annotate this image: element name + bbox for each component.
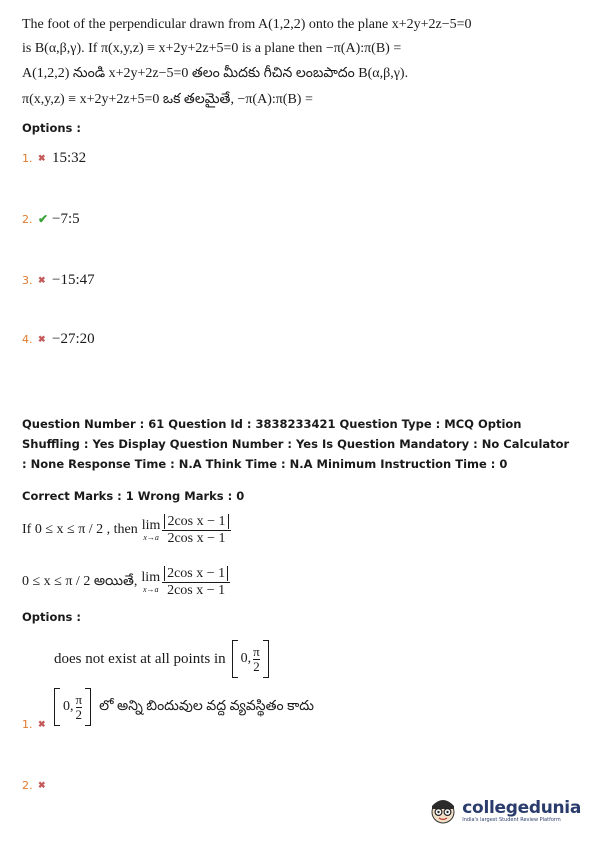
option-text: −27:20	[52, 331, 95, 347]
option-number: 1.	[22, 152, 33, 165]
interval-right	[76, 693, 83, 722]
question-61-text	[22, 510, 231, 550]
interval-num: π	[75, 691, 83, 707]
limit-subscript: x→a	[143, 532, 159, 542]
option-3[interactable]	[22, 272, 95, 289]
option-number: 1.	[22, 718, 33, 731]
limit-word: lim	[141, 569, 161, 585]
marks-info: Correct Marks : 1 Wrong Marks : 0	[22, 489, 245, 503]
interval	[54, 688, 91, 726]
option-number: 4.	[22, 333, 33, 346]
cross-icon: ✖	[38, 275, 46, 285]
options-heading: Options :	[22, 610, 81, 624]
limit-fraction	[162, 514, 230, 547]
limit-fraction	[162, 566, 230, 599]
logo-name: collegedunia	[462, 797, 581, 818]
limit-subscript: x→a	[142, 584, 159, 594]
interval-den: 2	[253, 658, 260, 674]
check-icon: ✔	[38, 212, 49, 226]
option-2[interactable]	[22, 779, 50, 792]
option-text: −7:5	[52, 211, 80, 227]
option-1[interactable]	[22, 150, 86, 167]
question-prefix-telugu: 0 ≤ x ≤ π / 2 అయితే,	[22, 574, 138, 589]
mascot-icon	[426, 792, 460, 830]
option-text: −15:47	[52, 272, 95, 288]
question-metadata: Question Number : 61 Question Id : 3838233421 Question Type : MCQ Option Shuffling : Yes Display Question Number : Yes Is Question Mandatory : No Calculator : None Response Time : N.A Think Time : N.A Minimum Instruction Time : 0	[22, 417, 570, 471]
option-number: 3.	[22, 274, 33, 287]
option-4[interactable]	[22, 331, 95, 348]
options-heading: Options :	[22, 121, 81, 135]
option-text: 15:32	[52, 150, 87, 166]
option-number: 2.	[22, 213, 33, 226]
question-text-line-2: is B(α,β,γ). If π(x,y,z) ≡ x+2y+2z+5=0 is a plane then −π(A):π(B) =	[22, 41, 402, 56]
question-text-telugu-line-1: A(1,2,2) నుండి x+2y+2z−5=0 తలం మీదకు గీచిన లంబపాదం B(α,β,γ).	[22, 66, 409, 81]
option-1-english-text	[54, 640, 269, 678]
question-text-line-1: The foot of the perpendicular drawn from A(1,2,2) onto the plane x+2y+2z−5=0	[22, 17, 472, 32]
logo-tagline: India's largest Student Review Platform	[462, 816, 561, 823]
question-prefix: If 0 ≤ x ≤ π / 2 , then	[22, 522, 138, 537]
interval-den: 2	[75, 706, 83, 722]
question-text-telugu-line-2: π(x,y,z) ≡ x+2y+2z+5=0 ఒక తలమైతే, −π(A):π(B) =	[22, 92, 313, 107]
interval-right	[253, 645, 260, 674]
denominator: 2cos x − 1	[167, 530, 226, 546]
interval-left: 0,	[63, 699, 74, 714]
limit-operator	[142, 519, 161, 542]
cross-icon: ✖	[38, 153, 46, 163]
limit-operator	[141, 571, 160, 594]
limit-word: lim	[141, 517, 161, 533]
collegedunia-logo	[426, 792, 581, 830]
option-1-marker[interactable]	[22, 718, 50, 731]
cross-icon: ✖	[38, 719, 46, 729]
option-number: 2.	[22, 779, 33, 792]
question-61-text-telugu	[22, 562, 230, 602]
cross-icon: ✖	[38, 780, 46, 790]
option-text: does not exist at all points in	[54, 650, 226, 667]
option-2[interactable]	[22, 211, 80, 228]
denominator: 2cos x − 1	[167, 582, 226, 598]
interval-left: 0,	[240, 651, 252, 666]
numerator: 2cos x − 1	[164, 566, 228, 581]
option-text-telugu: లో అన్ని బిందువుల వద్ద వ్యవస్థితం కాదు	[99, 698, 314, 714]
option-1-telugu-text	[54, 688, 314, 726]
interval-num: π	[253, 643, 260, 659]
numerator: 2cos x − 1	[164, 514, 228, 529]
interval	[232, 640, 269, 678]
cross-icon: ✖	[38, 334, 46, 344]
